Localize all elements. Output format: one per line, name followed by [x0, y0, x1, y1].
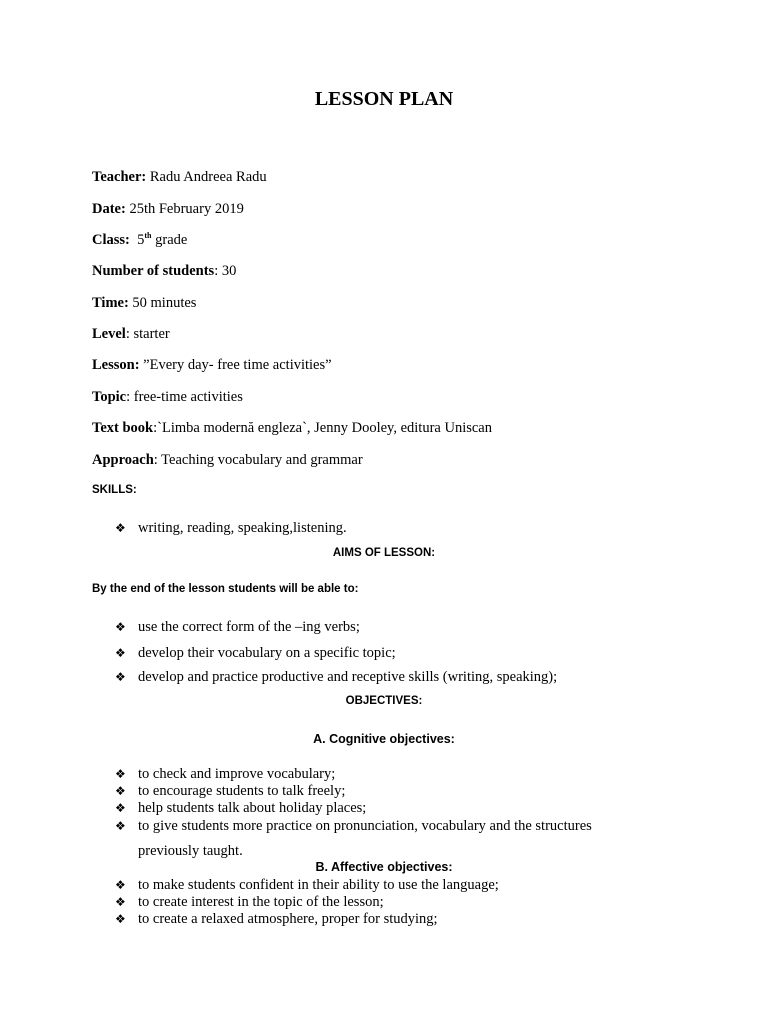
- field-value: ”Every day- free time activities”: [139, 357, 332, 373]
- field-label: Time:: [92, 295, 129, 311]
- diamond-bullet-icon: ❖: [115, 521, 126, 535]
- class-grade: grade: [155, 232, 188, 248]
- field-label: Teacher:: [92, 169, 147, 185]
- field-value: Radu Andreea Radu: [146, 169, 267, 185]
- field-label: Approach: [92, 452, 154, 468]
- field-level: [92, 326, 170, 343]
- field-label: Text book: [92, 420, 154, 436]
- cognitive-objectives-heading: A. Cognitive objectives:: [313, 732, 455, 746]
- field-value: 50 minutes: [128, 295, 197, 311]
- field-date: [92, 201, 244, 218]
- field-value: : 30: [214, 263, 237, 279]
- cognitive-item: help students talk about holiday places;: [138, 800, 367, 816]
- aims-heading: AIMS OF LESSON:: [332, 547, 436, 559]
- cognitive-item: to give students more practice on pronunciation, vocabulary and the structures: [138, 818, 592, 834]
- aims-intro: By the end of the lesson students will be able to:: [92, 583, 359, 595]
- diamond-bullet-icon: ❖: [115, 895, 126, 909]
- field-label: Number of students: [92, 263, 215, 279]
- class-ordinal-suffix: th: [144, 231, 152, 241]
- diamond-bullet-icon: ❖: [115, 784, 126, 798]
- document-title: LESSON PLAN: [314, 88, 454, 110]
- diamond-bullet-icon: ❖: [115, 912, 126, 926]
- aims-item: develop their vocabulary on a specific topic;: [138, 645, 396, 661]
- cognitive-item: to check and improve vocabulary;: [138, 766, 336, 782]
- skills-item: writing, reading, speaking,listening.: [138, 520, 347, 536]
- field-value: :`Limba modernă engleza`, Jenny Dooley, editura Uniscan: [153, 420, 492, 436]
- field-approach: [92, 452, 363, 469]
- field-class: [92, 232, 187, 249]
- diamond-bullet-icon: ❖: [115, 878, 126, 892]
- field-topic: [92, 389, 243, 406]
- field-time: [92, 295, 196, 312]
- affective-item: to create a relaxed atmosphere, proper for studying;: [138, 911, 438, 927]
- diamond-bullet-icon: ❖: [115, 819, 126, 833]
- affective-item: to create interest in the topic of the lesson;: [138, 894, 384, 910]
- objectives-heading: OBJECTIVES:: [345, 695, 423, 707]
- field-label: Class:: [92, 232, 130, 248]
- affective-objectives-heading: B. Affective objectives:: [315, 860, 453, 874]
- diamond-bullet-icon: ❖: [115, 620, 126, 634]
- field-text-book: [92, 420, 492, 437]
- field-value: 25th February 2019: [125, 201, 244, 217]
- diamond-bullet-icon: ❖: [115, 801, 126, 815]
- field-lesson: [92, 357, 332, 374]
- affective-item: to make students confident in their ability to use the language;: [138, 877, 499, 893]
- field-value: : starter: [125, 326, 170, 342]
- field-number-of-students: [92, 263, 236, 280]
- field-teacher: [92, 169, 267, 186]
- cognitive-item: to encourage students to talk freely;: [138, 783, 346, 799]
- field-label: Level: [92, 326, 126, 342]
- class-number: 5: [137, 232, 145, 248]
- field-value: : free-time activities: [126, 389, 243, 405]
- field-value: : Teaching vocabulary and grammar: [153, 452, 363, 468]
- field-label: Date:: [92, 201, 126, 217]
- aims-item: develop and practice productive and receptive skills (writing, speaking);: [138, 669, 558, 685]
- diamond-bullet-icon: ❖: [115, 670, 126, 684]
- cognitive-item-continuation: previously taught.: [138, 843, 243, 859]
- aims-item: use the correct form of the –ing verbs;: [138, 619, 360, 635]
- field-label: Topic: [92, 389, 127, 405]
- skills-heading: SKILLS:: [92, 484, 137, 496]
- field-label: Lesson:: [92, 357, 140, 373]
- diamond-bullet-icon: ❖: [115, 646, 126, 660]
- diamond-bullet-icon: ❖: [115, 767, 126, 781]
